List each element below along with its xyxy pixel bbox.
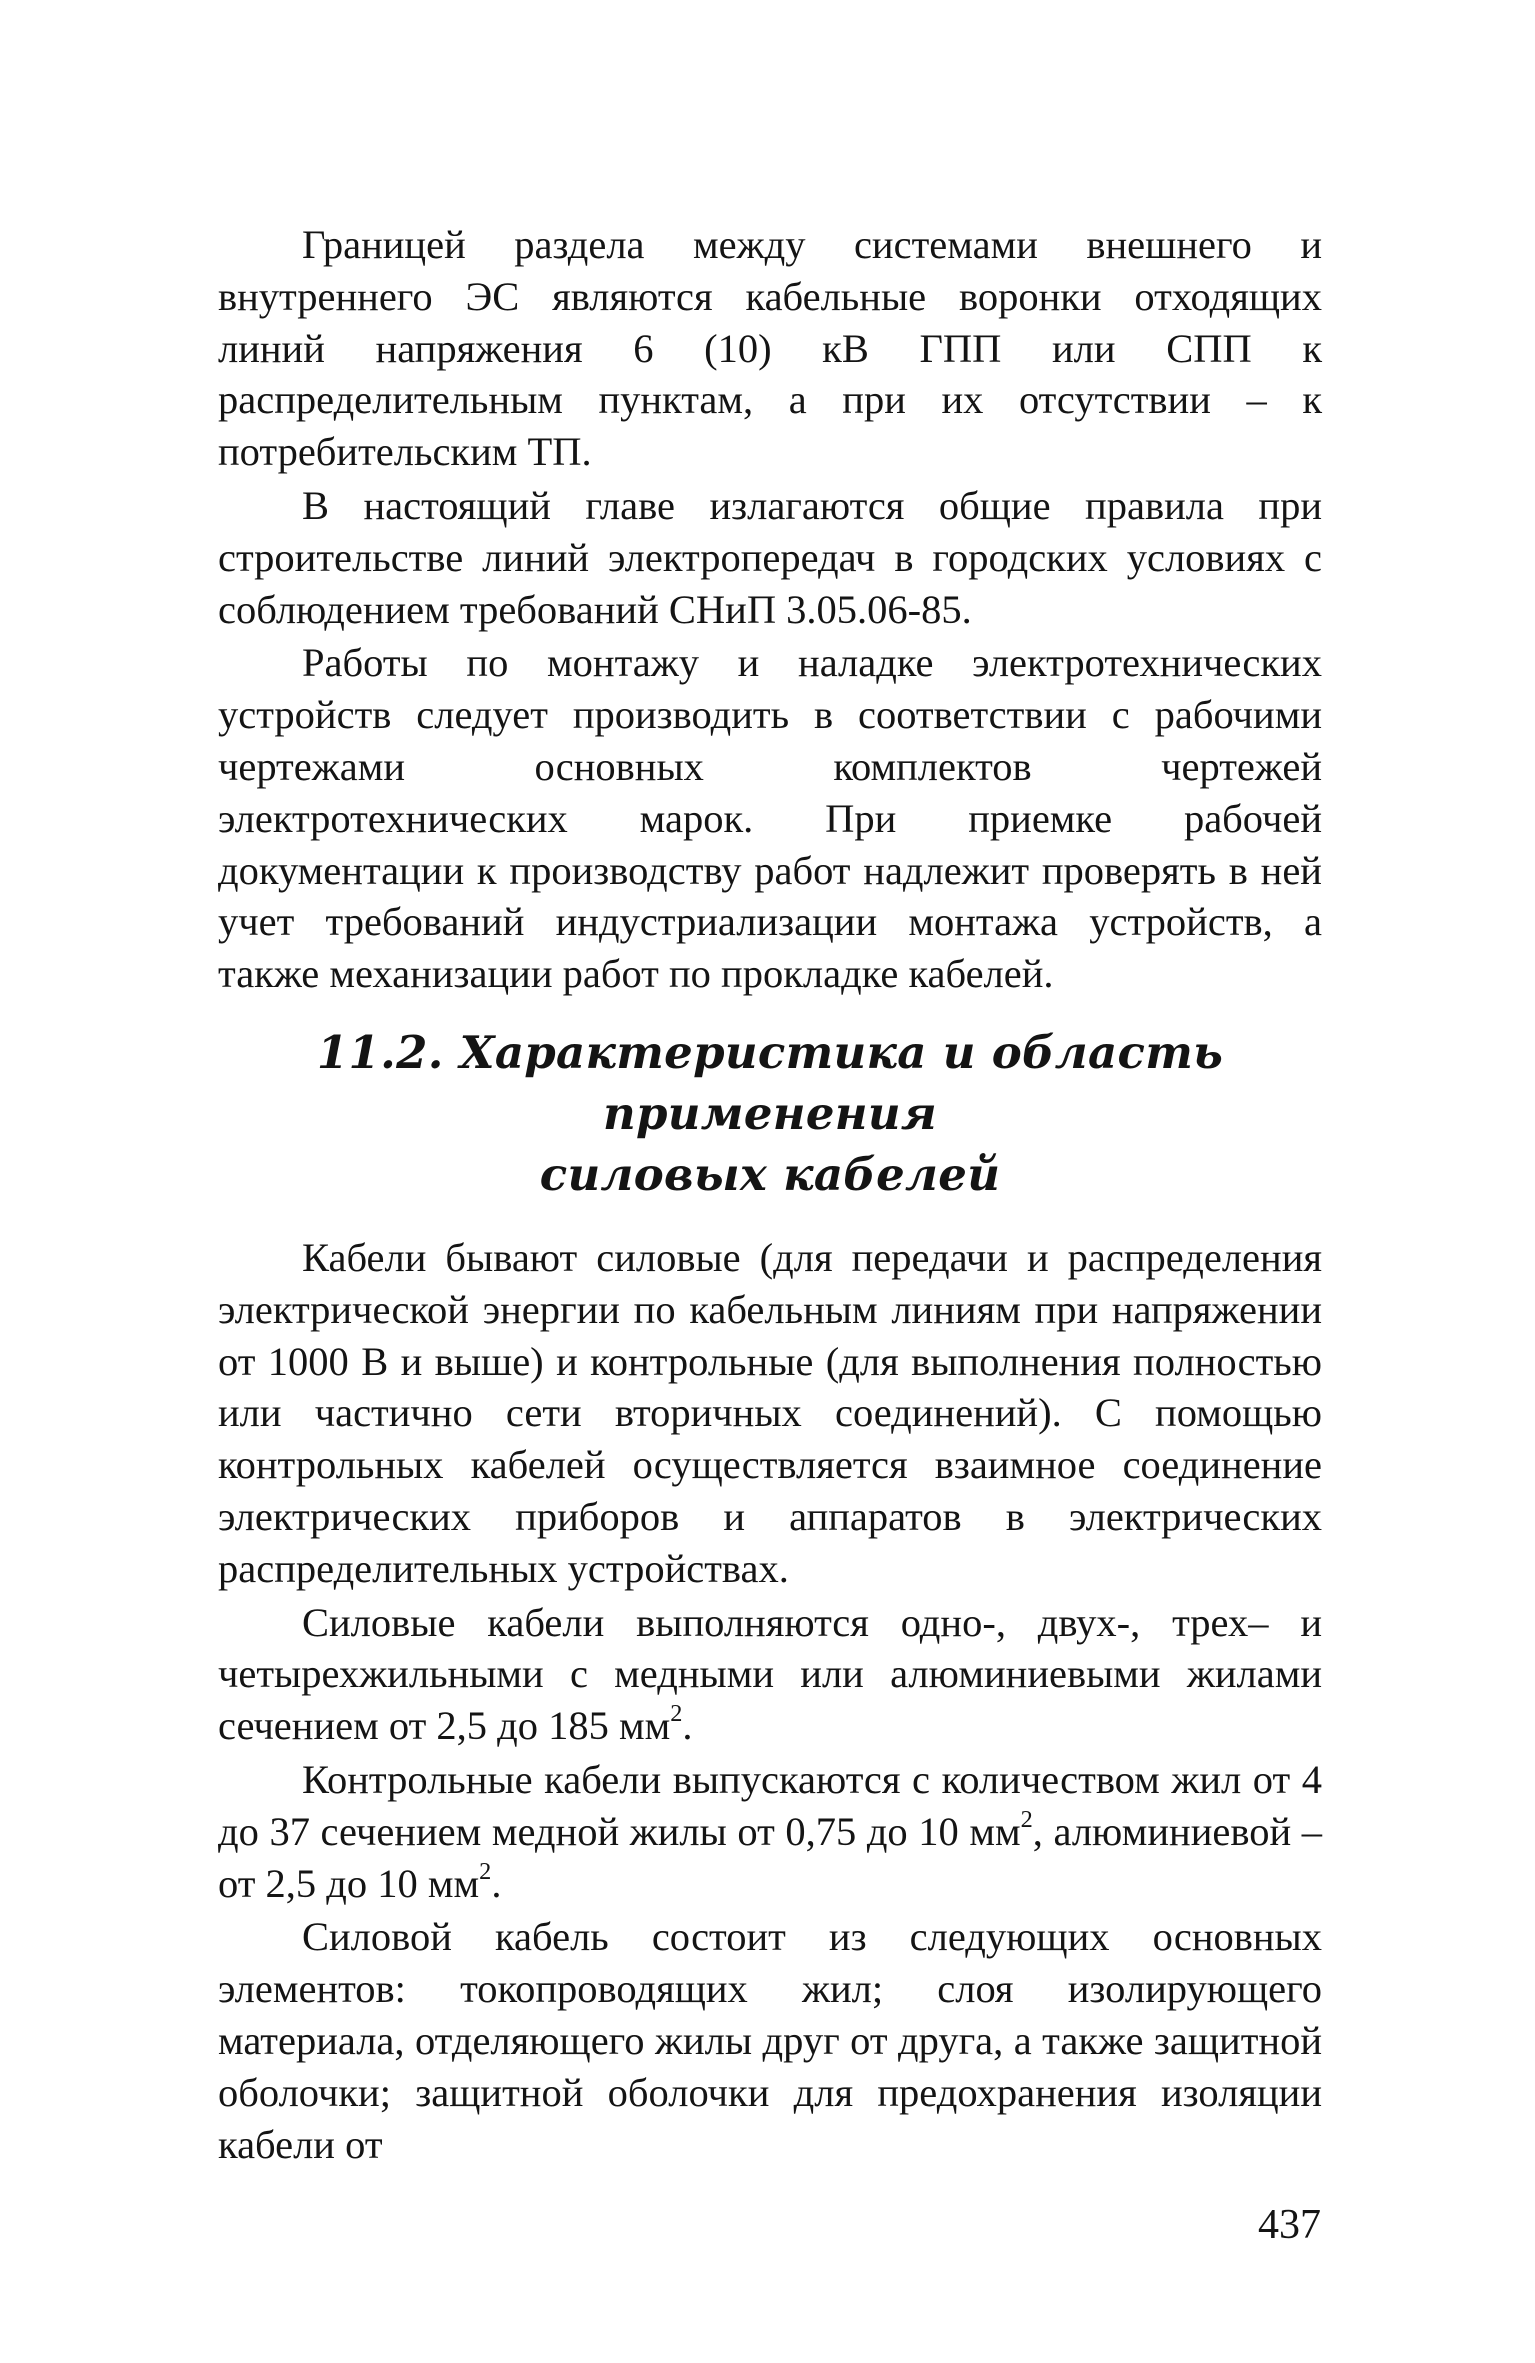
superscript-2: 2 bbox=[479, 1857, 492, 1885]
superscript-2: 2 bbox=[670, 1699, 683, 1727]
intro-text bbox=[218, 219, 1322, 1000]
section-paragraph-1: Кабели бывают силовые (для передачи и распределения электрической энергии по кабельным линиям при напряжении от 1000 В и выше) и контрольные (для выполнения полностью или частично сети вторичных соединений). С помощью контрольных кабелей осуществляется взаимное соединение электрических приборов и аппаратов в электрических распределительных устройствах. bbox=[218, 1235, 1322, 1591]
section-title-line-2: силовых кабелей bbox=[539, 1148, 1001, 1201]
intro-paragraph-3: Работы по монтажу и наладке электротехнических устройств следует производить в соответствии с рабочими чертежами основных комплектов чертежей электротехнических марок. При приемке рабочей документации к производству работ надлежит проверять в ней учет требований индустриализации монтажа устройств, а также механизации работ по прокладке кабелей. bbox=[218, 640, 1322, 997]
page-number: 437 bbox=[1258, 2202, 1321, 2248]
intro-paragraph-1: Границей раздела между системами внешнего и внутреннего ЭС являются кабельные воронки отходящих линий напряжения 6 (10) кВ ГПП или СПП к распределительным пунктам, а при их отсутствии – к потребительским ТП. bbox=[218, 222, 1322, 475]
section-title-line-1: 11.2. Характеристика и область применения bbox=[316, 1026, 1224, 1140]
section-paragraph-2-end: . bbox=[682, 1703, 693, 1749]
section-title bbox=[218, 1022, 1322, 1205]
section-paragraph-3-text-a: Контрольные кабели выпускаются с количеством жил от 4 до 37 сечением медной жилы от 0,75 до 10 мм bbox=[218, 1756, 1322, 1854]
section-paragraph-3-text-b: , алюминиевой – от 2,5 до 10 мм bbox=[218, 1808, 1322, 1906]
section-paragraph-4: Силовой кабель состоит из следующих основных элементов: токопроводящих жил; слоя изолирующего материала, отделяющего жилы друг от друга, а также защитной оболочки; защитной оболочки для предохранения изоляции кабели от bbox=[218, 1914, 1322, 2167]
section-paragraph-3 bbox=[218, 1754, 1322, 1909]
section-paragraph-2-text: Силовые кабели выполняются одно-, двух-, трех– и четырехжильными с медными или алюминиевыми жилами сечением от 2,5 до 185 мм bbox=[218, 1599, 1322, 1749]
section-paragraph-2 bbox=[218, 1597, 1322, 1752]
superscript-2: 2 bbox=[1020, 1805, 1033, 1833]
section-paragraph-3-end: . bbox=[491, 1860, 502, 1906]
section-text bbox=[218, 1232, 1322, 2170]
intro-paragraph-2: В настоящий главе излагаются общие правила при строительстве линий электропередач в городских условиях с соблюдением требований СНиП 3.05.06-85. bbox=[218, 482, 1322, 632]
